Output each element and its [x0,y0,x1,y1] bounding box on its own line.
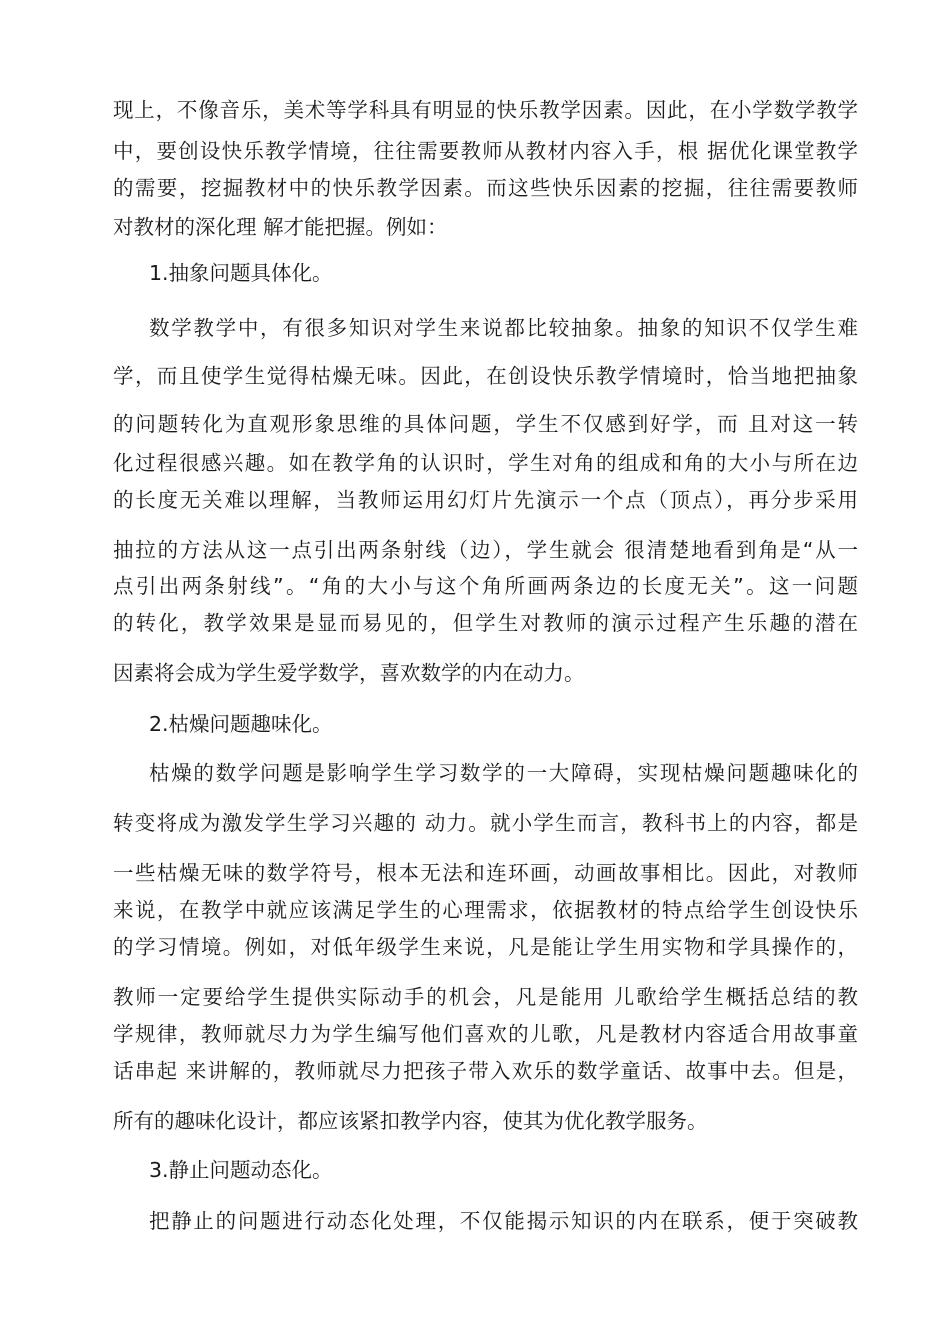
text-line: 教师一定要给学生提供实际动手的机会，凡是能用 儿歌给学生概括总结的教 [113,985,858,1009]
paragraph-first-line: 把静止的问题进行动态化处理，不仅能揭示知识的内在联系，便于突破教 [149,1209,858,1233]
paragraph-first-line: 数学教学中，有很多知识对学生来说都比较抽象。抽象的知识不仅学生难 [149,316,858,340]
section-heading: 1.抽象问题具体化。 [149,261,333,285]
paragraph-first-line: 枯燥的数学问题是影响学生学习数学的一大障碍，实现枯燥问题趣味化的 [149,761,858,785]
text-line: 转变将成为激发学生学习兴趣的 动力。就小学生而言，教科书上的内容，都是 [113,811,858,835]
text-line: 话串起 来讲解的，教师就尽力把孩子带入欢乐的数学童话、故事中去。但是， [113,1059,858,1083]
section-heading: 2.枯燥问题趣味化。 [149,712,333,736]
text-line: 来说，在教学中就应该满足学生的心理需求，依据教材的特点给学生创设快乐 [113,898,858,922]
text-line: 因素将会成为学生爱学数学，喜欢数学的内在动力。 [113,661,585,685]
text-line: 的长度无关难以理解，当教师运用幻灯片先演示一个点（顶点），再分步采用 [113,488,858,512]
text-line: 所有的趣味化设计，都应该紧扣教学内容，使其为优化教学服务。 [113,1109,708,1133]
text-line: 抽拉的方法从这一点引出两条射线（边），学生就会 很清楚地看到角是“从一 [113,538,858,562]
section-heading: 3.静止问题动态化。 [149,1158,333,1182]
text-line: 化过程很感兴趣。如在教学角的认识时，学生对角的组成和角的大小与所在边 [113,451,858,475]
text-line: 的学习情境。例如，对低年级学生来说，凡是能让学生用实物和学具操作的， [113,935,858,959]
text-line: 中，要创设快乐教学情境，往往需要教师从教材内容入手，根 据优化课堂教学 [113,139,858,163]
text-line: 学，而且使学生觉得枯燥无味。因此，在创设快乐教学情境时，恰当地把抽象 [113,364,858,388]
text-line: 点引出两条射线”。“角的大小与这个角所画两条边的长度无关”。这一问题 [113,574,858,598]
text-line: 的转化，教学效果是显而易见的，但学生对教师的演示过程产生乐趣的潜在 [113,611,858,635]
text-line: 对教材的深化理 解才能把握。例如： [113,215,448,239]
text-line: 一些枯燥无味的数学符号，根本无法和连环画，动画故事相比。因此，对教师 [113,861,858,885]
text-line: 的需要，挖掘教材中的快乐教学因素。而这些快乐因素的挖掘，往往需要教师 [113,176,858,200]
text-line: 的问题转化为直观形象思维的具体问题，学生不仅感到好学，而 且对这一转 [113,412,858,436]
text-line: 学规律，教师就尽力为学生编写他们喜欢的儿歌，凡是教材内容适合用故事童 [113,1022,858,1046]
text-line: 现上，不像音乐，美术等学科具有明显的快乐教学因素。因此，在小学数学教学 [113,98,858,122]
